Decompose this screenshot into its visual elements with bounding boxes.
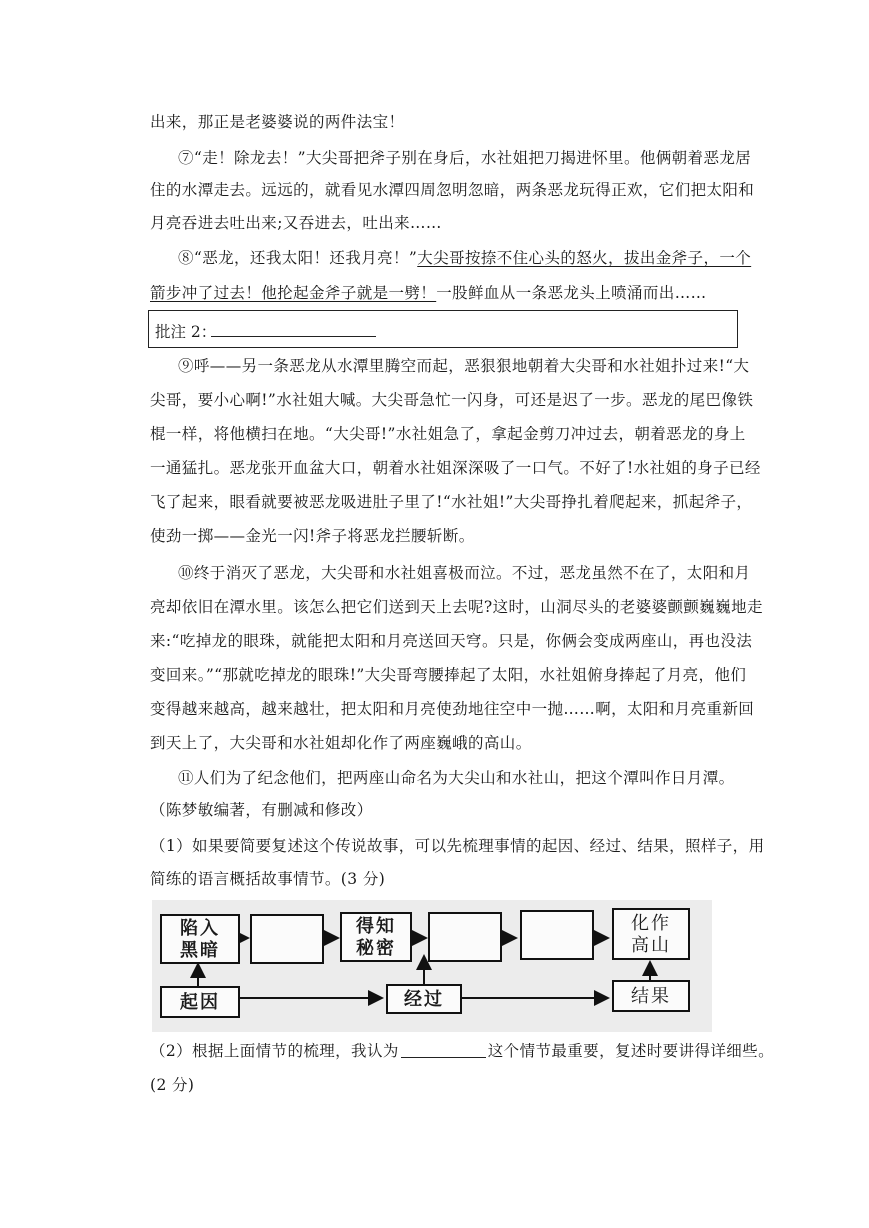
text-line: ⑪人们为了纪念他们，把两座山命名为大尖山和水社山，把这个潭叫作日月潭。 [178,769,735,787]
question-1-text: （1）如果要简要复述这个传说故事，可以先梳理事情的起因、经过、结果，照样子，用 [150,837,765,855]
question-2-score: (2 分) [150,1076,195,1094]
diagram-empty-box[interactable] [428,912,502,962]
text-line: 到天上了，大尖哥和水社姐却化作了两座巍峨的高山。 [150,734,532,752]
diagram-box-cause [160,986,240,1018]
plot-flow-diagram [152,900,712,1032]
source-citation: （陈梦敏编著，有删减和修改） [150,801,373,819]
text-span: 一股鲜血从一条恶龙头上喷涌而出…… [436,284,707,302]
question-1-text: 简练的语言概括故事情节。(3 分) [150,870,386,888]
text-line: ⑨呼——另一条恶龙从水潭里腾空而起，恶狠狠地朝着大尖哥和水社姐扑过来!“大 [178,357,750,375]
text-line: 来:“吃掉龙的眼珠，就能把太阳和月亮送回天穹。只是，你俩会变成两座山，再也没法 [150,632,753,650]
text-line [150,283,707,303]
underlined-text: 箭步冲了过去！他抡起金斧子就是一劈！ [150,284,437,302]
annotation-answer-blank[interactable] [211,336,376,337]
diagram-box-label: 得知 秘密 [356,916,396,959]
text-line: 住的水潭走去。远远的，就看见水潭四周忽明忽暗，两条恶龙玩得正欢，它们把太阳和 [150,181,755,199]
diagram-box-label: 化作 高山 [631,913,671,956]
diagram-box-label: 起因 [180,992,220,1013]
text-line [178,248,751,268]
text-span: 这个情节最重要，复述时要讲得详细些。 [487,1042,774,1060]
answer-blank[interactable] [401,1041,486,1058]
question-2-text [150,1041,774,1061]
diagram-box-label: 陷入 黑暗 [180,918,220,961]
diagram-box-dark [160,914,240,964]
annotation-box [148,310,738,348]
diagram-box-process [386,984,462,1014]
text-line: 月亮吞进去吐出来;又吞进去，吐出来…… [150,214,442,232]
diagram-box-secret [340,912,412,962]
text-line: 出来，那正是老婆婆说的两件法宝！ [150,113,405,131]
text-line: 亮却依旧在潭水里。该怎么把它们送到天上去呢?这时，山洞尽头的老婆婆颤颤巍巍地走 [150,598,763,616]
text-span: ⑧“恶龙，还我太阳！还我月亮！” [178,249,418,267]
text-line: ⑦“走！除龙去！”大尖哥把斧子别在身后，水社姐把刀揭进怀里。他俩朝着恶龙居 [178,149,752,167]
text-line: 变得越来越高，越来越壮，把太阳和月亮使劲地往空中一抛……啊，太阳和月亮重新回 [150,700,755,718]
text-line: 使劲一掷——金光一闪!斧子将恶龙拦腰斩断。 [150,527,475,545]
underlined-text: 大尖哥按捺不住心头的怒火，拔出金斧子，一个 [417,249,752,267]
text-line: 飞了起来，眼看就要被恶龙吸进肚子里了!“水社姐!”大尖哥挣扎着爬起来，抓起斧子， [150,493,753,511]
diagram-empty-box[interactable] [250,914,324,964]
annotation-label: 批注 2： [155,323,217,341]
diagram-box-label: 结果 [631,986,671,1007]
text-line: 一通猛扎。恶龙张开血盆大口，朝着水社姐深深吸了一口气。不好了!水社姐的身子已经 [150,459,761,477]
text-line: ⑩终于消灭了恶龙，大尖哥和水社姐喜极而泣。不过，恶龙虽然不在了，太阳和月 [178,564,751,582]
diagram-empty-box[interactable] [520,910,594,960]
text-span: （2）根据上面情节的梳理，我认为 [150,1042,399,1060]
diagram-box-mountains [612,908,690,960]
text-line: 棍一样，将他横扫在地。“大尖哥!”水社姐急了，拿起金剪刀冲过去，朝着恶龙的身上 [150,425,746,443]
diagram-box-result [612,980,690,1012]
diagram-box-label: 经过 [404,989,444,1010]
text-line: 变回来。”“那就吃掉龙的眼珠!”大尖哥弯腰捧起了太阳，水社姐俯身捧起了月亮，他们 [150,666,747,684]
text-line: 尖哥，要小心啊!”水社姐大喊。大尖哥急忙一闪身，可还是迟了一步。恶龙的尾巴像铁 [150,391,754,409]
